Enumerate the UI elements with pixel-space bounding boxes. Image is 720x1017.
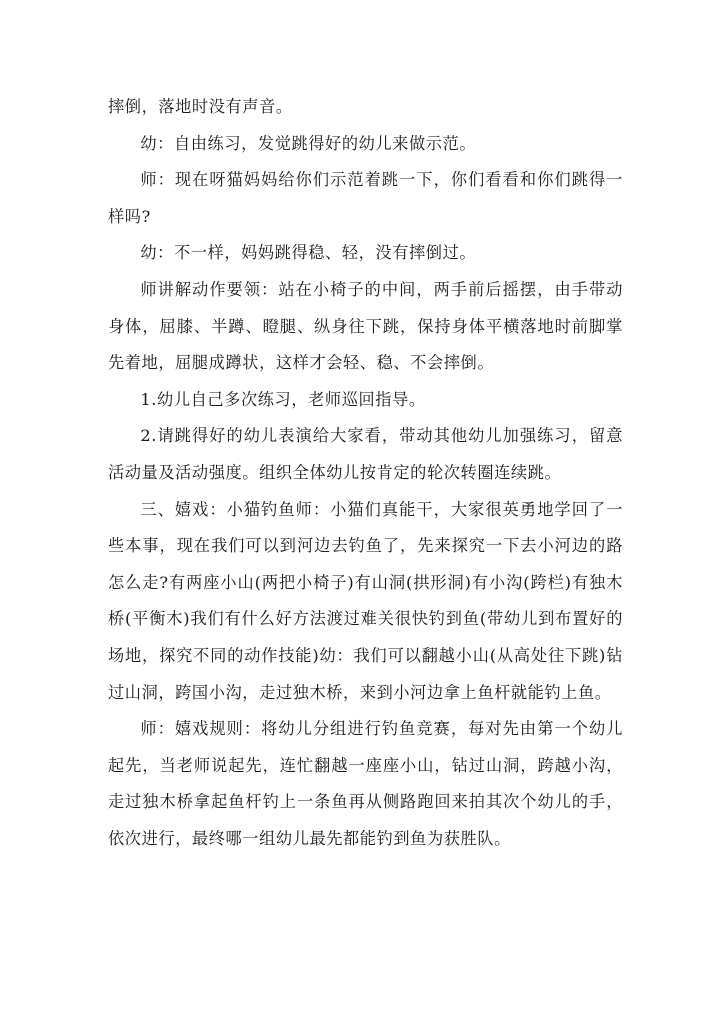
- paragraph-6: 1.幼儿自己多次练习，老师巡回指导。: [140, 389, 426, 409]
- paragraph-3: 师：现在呀猫妈妈给你们示范着跳一下，你们看看和你们跳得一样吗?: [108, 170, 623, 226]
- paragraph-1: 摔倒，落地时没有声音。: [108, 97, 293, 116]
- paragraph-2: 幼：自由练习，发觉跳得好的幼儿来做示范。: [140, 133, 477, 153]
- document-body: [108, 89, 623, 857]
- paragraph-7: 2.请跳得好的幼儿表演给大家看，带动其他幼儿加强练习，留意活动量及活动强度。组织全体幼儿按肯定的轮次转圈连续跳。: [108, 426, 623, 482]
- paragraph-8: 三、嬉戏：小猫钓鱼师：小猫们真能干，大家很英勇地学回了一些本事，现在我们可以到河边去钓鱼了，先来探究一下去小河边的路怎么走?有两座小山(两把小椅子)有山洞(拱形洞)有小沟(跨栏)有独木桥(平衡木)我们有什么好方法渡过难关很快钓到鱼(带幼儿到布置好的场地，探究不同的动作技能)幼：我们可以翻越小山(从高处往下跳)钻过山洞，跨国小沟，走过独木桥，来到小河边拿上鱼杆就能钓上鱼。: [108, 499, 623, 702]
- paragraph-9: 师：嬉戏规则：将幼儿分组进行钓鱼竞赛，每对先由第一个幼儿起先，当老师说起先，连忙翻越一座座小山，钻过山洞，跨越小沟，走过独木桥拿起鱼杆钓上一条鱼再从侧路跑回来拍其次个幼儿的手，依次进行，最终哪一组幼儿最先都能钓到鱼为获胜队。: [108, 719, 623, 848]
- paragraph-4: 幼：不一样，妈妈跳得稳、轻，没有摔倒过。: [140, 243, 477, 263]
- paragraph-5: 师讲解动作要领：站在小椅子的中间，两手前后摇摆，由手带动身体，屈膝、半蹲、瞪腿、纵身往下跳，保持身体平横落地时前脚掌先着地，屈腿成蹲状，这样才会轻、稳、不会摔倒。: [108, 279, 623, 373]
